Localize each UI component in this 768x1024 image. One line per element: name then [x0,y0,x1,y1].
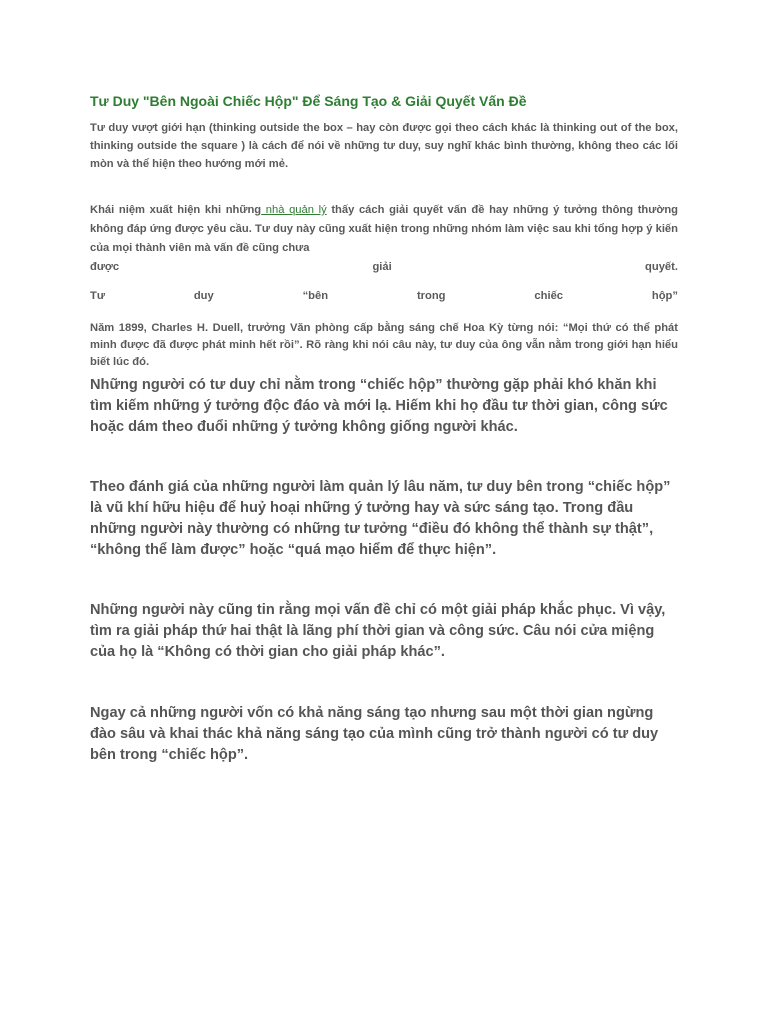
heading-word: chiếc [534,290,564,302]
body-paragraph-2: Theo đánh giá của những người làm quản lý lâu năm, tư duy bên trong “chiếc hộp” là vũ khí hữu hiệu để huỷ hoại những ý tưởng hay và sức sáng tạo. Trong đầu những người này thường có những tư tưởng “điều đó không thể thành sự thật”, “không thể làm được” hoặc “quá mạo hiểm để thực hiện”. [90,479,671,558]
concept-last-word: giải [372,261,392,273]
heading-word: Tư [90,290,105,302]
concept-last-line [90,258,678,277]
quote-paragraph: Năm 1899, Charles H. Duell, trưởng Văn phòng cấp bằng sáng chế Hoa Kỳ từng nói: “Mọi thứ có thể phát minh được đã được phát minh hết rồi”. Rõ ràng khi nói câu này, tư duy của ông vẫn nằm trong giới hạn hiểu biết lúc đó. [90,322,678,368]
manager-link[interactable]: nhà quản lý [261,204,327,216]
heading-word: hộp” [651,290,678,302]
heading-word: duy [193,290,214,302]
body-paragraph-3: Những người này cũng tin rằng mọi vấn đề chỉ có một giải pháp khắc phục. Vì vậy, tìm ra giải pháp thứ hai thật là lãng phí thời gian và công sức. Câu nói cửa miệng của họ là “Không có thời gian cho giải pháp khác”. [90,602,666,660]
intro-paragraph: Tư duy vượt giới hạn (thinking outside the box – hay còn được gọi theo cách khác là thinking out of the box, thinking outside the square ) là cách để nói về những tư duy, suy nghĩ khác bình thường, không theo các lối mòn và thể hiện theo hướng mới mẻ. [90,122,678,170]
heading-word: trong [416,290,446,302]
concept-text-start: Khái niệm xuất hiện khi những [90,204,262,216]
concept-text-end: thấy cách giải quyết vấn đề hay những ý tưởng thông thường không đáp ứng được yêu cầu. Tư duy này cũng xuất hiện trong những nhóm làm việc sau khi tổng hợp ý kiến của mọi thành viên mà vấn đề cũng chưa [90,204,678,254]
section-heading [90,287,678,306]
concept-last-word: được [90,261,120,273]
article-title: Tư Duy "Bên Ngoài Chiếc Hộp" Để Sáng Tạo & Giải Quyết Vấn Đề [90,93,527,109]
body-paragraph-4: Ngay cả những người vốn có khả năng sáng tạo nhưng sau một thời gian ngừng đào sâu và khai thác khả năng sáng tạo của mình cũng trở thành người có tư duy bên trong “chiếc hộp”. [90,705,659,763]
concept-paragraph [90,201,678,277]
concept-last-word: quyết. [645,261,678,273]
heading-word: “bên [302,290,329,302]
body-paragraph-1: Những người có tư duy chỉ nằm trong “chiếc hộp” thường gặp phải khó khăn khi tìm kiếm những ý tưởng độc đáo và mới lạ. Hiếm khi họ đầu tư thời gian, công sức hoặc dám theo đuổi những ý tưởng không giống người khác. [90,377,668,435]
